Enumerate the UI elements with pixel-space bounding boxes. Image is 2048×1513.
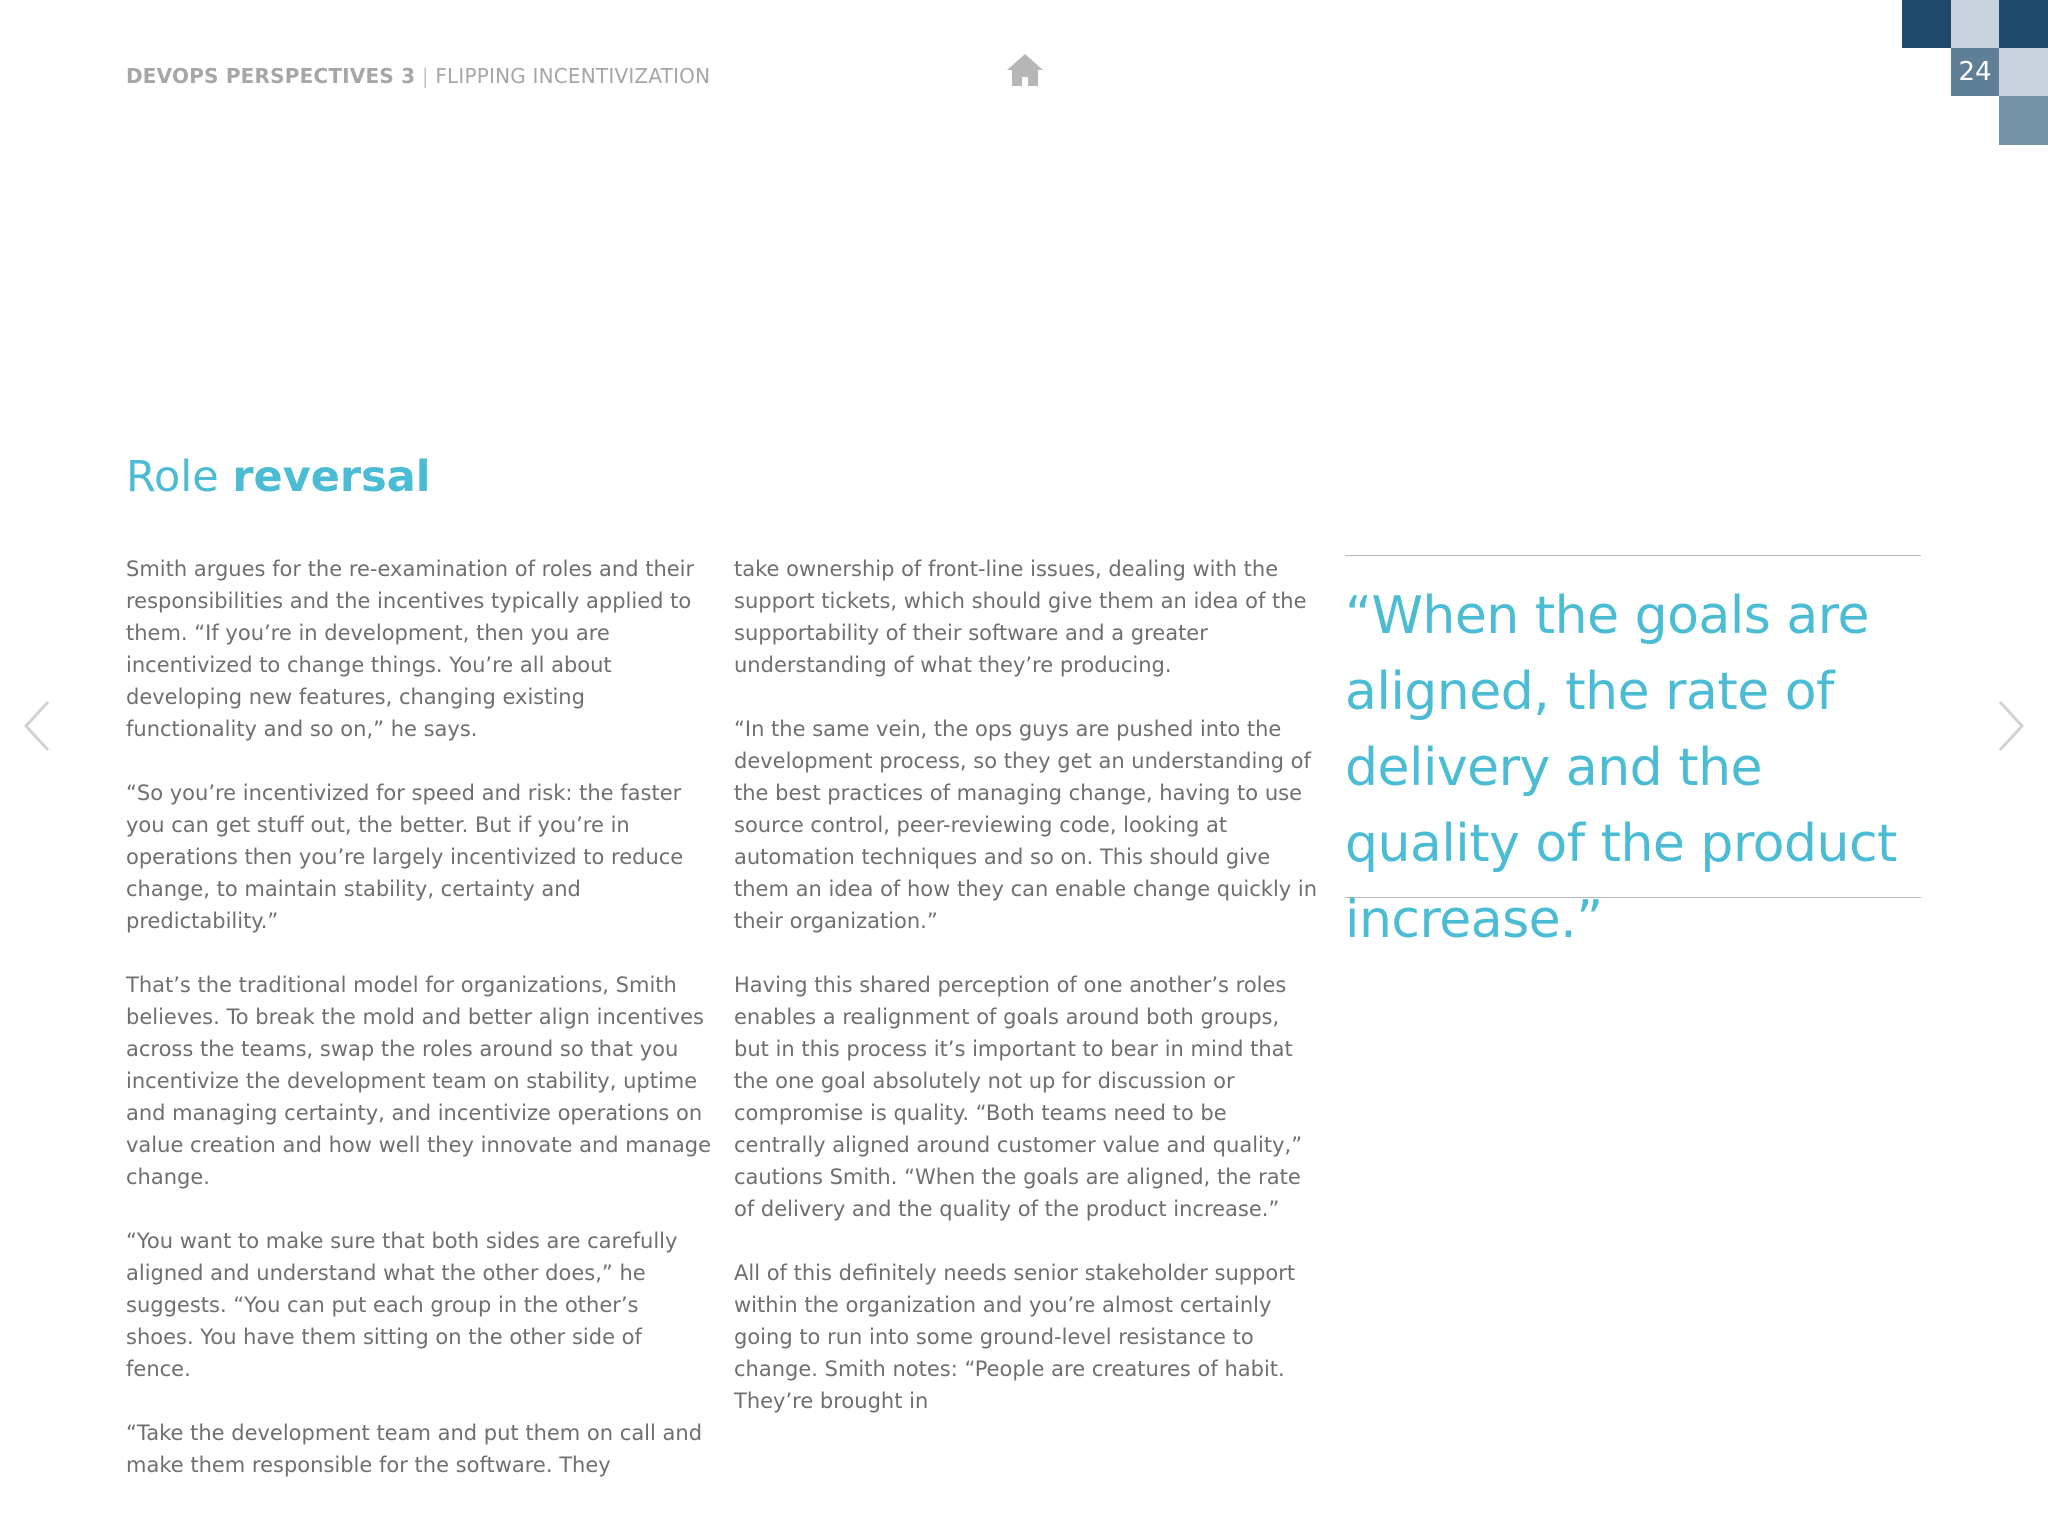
body-column-1: [126, 553, 712, 1513]
corner-block: [1999, 96, 2048, 145]
pull-quote-text: “When the goals are aligned, the rate of delivery and the quality of the product increase.”: [1345, 586, 1897, 950]
home-icon[interactable]: [1006, 52, 1044, 88]
corner-block: [1999, 48, 2048, 96]
corner-block: [1951, 0, 1999, 48]
paragraph: take ownership of front-line issues, dealing with the support tickets, which should give them an idea of the supportability of their software and a greater understanding of what they’re producing.: [734, 557, 1307, 677]
body-column-2: [734, 553, 1320, 1449]
section-name: FLIPPING INCENTIVIZATION: [435, 64, 711, 88]
paragraph: Having this shared perception of one another’s roles enables a realignment of goals around both groups, but in this process it’s important to bear in mind that the one goal absolutely not up for discussion or compromise is quality. “Both teams need to be centrally aligned around customer value and quality,” cautions Smith. “When the goals are aligned, the rate of delivery and the quality of the product increase.”: [734, 973, 1303, 1221]
corner-block: [1902, 0, 1951, 48]
title-light: Role: [126, 452, 219, 502]
paragraph: “In the same vein, the ops guys are pushed into the development process, so they get an understanding of the best practices of managing change, having to use source control, peer-reviewing code, looking at automation techniques and so on. This should give them an idea of how they can enable change quickly in their organization.”: [734, 717, 1318, 933]
chevron-left-icon[interactable]: [18, 696, 58, 756]
corner-block: [1999, 0, 2048, 48]
paragraph: “So you’re incentivized for speed and risk: the faster you can get stuff out, the better. But if you’re in operations then you’re largely incentivized to reduce change, to maintain stability, certainty and predictability.”: [126, 781, 684, 933]
paragraph: “Take the development team and put them on call and make them responsible for the software. They: [126, 1421, 703, 1477]
running-header: [126, 64, 710, 88]
pull-quote: [1345, 555, 1921, 950]
paragraph: “You want to make sure that both sides are carefully aligned and understand what the other does,” he suggests. “You can put each group in the other’s shoes. You have them sitting on the other side of fence.: [126, 1229, 678, 1381]
chevron-right-icon[interactable]: [1990, 696, 2030, 756]
paragraph: All of this definitely needs senior stakeholder support within the organization and you’re almost certainly going to run into some ground-level resistance to change. Smith notes: “People are creatures of habit. They’re brought in: [734, 1261, 1296, 1413]
page-number: 24: [1951, 48, 1999, 96]
section-title: [126, 452, 430, 502]
title-bold: reversal: [232, 452, 431, 502]
paragraph: That’s the traditional model for organizations, Smith believes. To break the mold and better align incentives across the teams, swap the roles around so that you incentivize the development team on stability, uptime and managing certainty, and incentivize operations on value creation and how well they innovate and manage change.: [126, 973, 712, 1189]
publication-title: DEVOPS PERSPECTIVES 3: [126, 64, 416, 88]
header-separator: |: [421, 64, 429, 88]
paragraph: Smith argues for the re-examination of roles and their responsibilities and the incentives typically applied to them. “If you’re in development, then you are incentivized to change things. You’re all about developing new features, changing existing functionality and so on,” he says.: [126, 557, 695, 741]
